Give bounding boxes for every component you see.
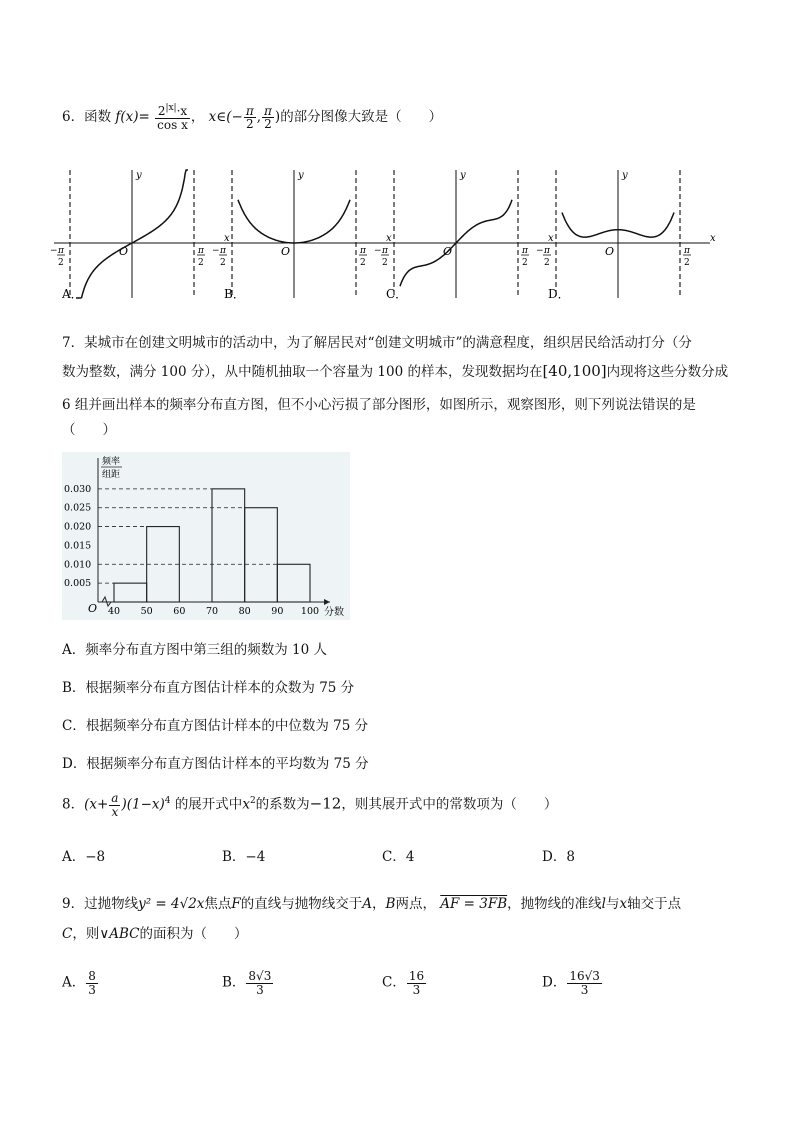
q6-num-base: 2	[157, 104, 166, 118]
q8-expr-a: (x+	[84, 796, 109, 813]
q8-option-b: B．−4	[222, 849, 266, 865]
q8-frac-d: x	[111, 804, 119, 819]
q8-frac	[109, 792, 120, 818]
q9-x: x	[619, 896, 628, 912]
opt-num: 8	[88, 969, 96, 983]
origin-label: O	[281, 245, 291, 258]
histogram-bar	[212, 489, 245, 602]
origin-label: O	[119, 245, 129, 258]
x-axis-label: 分数	[324, 607, 344, 618]
tick-two: 2	[58, 258, 64, 268]
y-axis-label: y	[622, 170, 628, 181]
q6-question: 的部分图像大致是（ ）	[280, 109, 443, 126]
q9-vector-eq: AF = 3FB	[440, 896, 508, 912]
q9-option-d	[542, 970, 702, 996]
tick-neg-sign: −	[212, 246, 220, 256]
q6-number: 6．	[62, 109, 85, 126]
q9-equation: y² = 4√2x	[138, 896, 205, 912]
graph-even-U	[212, 170, 392, 301]
q7-option-a: A．频率分布直方图中第三组的频数为 10 人	[62, 642, 328, 658]
pi: π	[264, 103, 272, 118]
y-label-bottom: 组距	[102, 470, 121, 480]
q7-option-b: B．根据频率分布直方图估计样本的众数为 75 分	[62, 680, 355, 696]
q6-domain-rhs: )	[274, 109, 281, 126]
q8-x2-exp: 2	[249, 796, 256, 807]
opt-num: 16√3	[569, 969, 600, 983]
q9-option-a	[62, 970, 222, 996]
tick-pi: π	[58, 246, 64, 256]
two: 2	[245, 117, 254, 132]
x-tick-label: 50	[140, 606, 153, 617]
two: 2	[264, 117, 272, 132]
q6-graphs	[50, 168, 716, 303]
pi: π	[245, 103, 254, 118]
q7-line4: （ ）	[62, 422, 116, 438]
q9-text-e: ，抛物线的准线	[507, 896, 602, 912]
graph-letter: B．	[224, 287, 245, 301]
q8-value: −12	[309, 794, 342, 813]
opt-letter: D．	[542, 974, 567, 991]
q6-num-tail: ·x	[176, 104, 188, 118]
q8-expr-exp: 4	[164, 796, 171, 807]
q9-l: l	[601, 896, 606, 912]
q8-stem	[62, 792, 557, 818]
tick-pi: π	[198, 246, 204, 256]
q6-graphs-svg	[50, 168, 716, 303]
y-tick-label: 0.025	[64, 502, 92, 514]
x-tick-label: 70	[205, 606, 219, 617]
tick-pi: π	[522, 246, 528, 256]
q9-F: F	[231, 896, 241, 912]
q8-option-c: C．4	[382, 849, 415, 865]
q6-lead: 函数	[84, 109, 112, 126]
tick-pi: π	[220, 246, 226, 256]
opt-letter: C．	[382, 974, 406, 991]
q8-options	[62, 845, 702, 865]
tick-two: 2	[544, 258, 550, 268]
q7-line3: 6 组并画出样本的频率分布直方图，但不小心污损了部分图形，如图所示，观察图形，则下列说法错误的是	[62, 397, 696, 413]
x-axis-label: x	[224, 233, 230, 244]
tick-pi: π	[360, 246, 366, 256]
q9-B: B	[385, 896, 396, 912]
q6-comma: ，	[190, 109, 205, 126]
opt-den: 3	[256, 982, 264, 997]
q6-domain-mid: ,	[256, 109, 262, 126]
histogram-bar	[277, 564, 310, 602]
q8-expr-b: )(1−x)	[121, 796, 165, 813]
q9-text-f: 与	[605, 896, 620, 912]
y-axis-label: y	[298, 170, 304, 181]
q9-text-c: 的直线与抛物线交于	[240, 896, 363, 912]
y-label-top: 频率	[102, 457, 121, 467]
graph-even-W	[536, 170, 716, 301]
graph-odd-wavy	[374, 170, 554, 301]
q9-option-c	[382, 970, 542, 996]
opt-num: 16	[408, 969, 425, 983]
tick-neg-sign: −	[374, 246, 382, 256]
histogram-bar	[245, 508, 278, 602]
q8-text-a: 的展开式中	[174, 796, 243, 813]
graph-letter: C．	[386, 287, 408, 301]
opt-den: 3	[412, 982, 421, 997]
tick-two: 2	[220, 258, 226, 268]
tick-neg-sign: −	[536, 246, 544, 256]
q6-func-lhs: f(x)=	[115, 109, 150, 126]
q8-text-c: ，则其展开式中的常数项为（ ）	[341, 796, 558, 813]
q9-line2-a: ，则	[72, 926, 100, 942]
q9-number: 9．	[62, 896, 85, 912]
tick-two: 2	[382, 258, 388, 268]
opt-den: 3	[88, 982, 96, 997]
origin-label: O	[443, 245, 453, 258]
q9-text-d: 两点，	[395, 896, 436, 912]
y-tick-label: 0.010	[64, 559, 92, 571]
histogram-bar	[114, 583, 147, 602]
tick-two: 2	[198, 258, 204, 268]
q6-domain-frac1	[244, 105, 256, 131]
q6-domain-lhs: x∈(−	[208, 109, 243, 126]
x-tick-label: 40	[107, 606, 121, 617]
tick-two: 2	[522, 258, 528, 268]
q8-text-b: 的系数为	[255, 796, 310, 813]
tick-two: 2	[360, 258, 366, 268]
q7-option-c: C．根据频率分布直方图估计样本的中位数为 75 分	[62, 718, 369, 734]
y-axis-label: y	[136, 170, 142, 181]
q7-line1: 7．某城市在创建文明城市的活动中，为了解居民对“创建文明城市”的满意程度，组织居民给活动打分（分	[62, 335, 692, 351]
q8-frac-n: a	[111, 791, 119, 805]
q9-sep: ，	[372, 896, 386, 912]
tick-neg-sign: −	[50, 246, 58, 256]
q9-text-g: 轴交于点	[627, 896, 682, 912]
q9-line2	[62, 922, 247, 942]
q6-denominator: cos x	[157, 117, 188, 132]
tick-pi: π	[382, 246, 388, 256]
origin-label: O	[605, 245, 615, 258]
q7-line2	[62, 360, 728, 380]
y-axis-label: y	[460, 170, 466, 181]
opt-letter: B．	[222, 974, 246, 991]
q9-A: A	[362, 896, 373, 912]
x-tick-label: 90	[271, 606, 284, 617]
graph-letter: A．	[62, 287, 83, 301]
q7-histogram	[62, 452, 350, 620]
q8-option-d: D．8	[542, 849, 575, 865]
q8-number: 8．	[62, 796, 85, 813]
tick-pi: π	[544, 246, 550, 256]
q9-text-b: 焦点	[204, 896, 232, 912]
opt-den: 3	[580, 982, 589, 997]
q9-C: C	[62, 926, 73, 942]
tick-pi: π	[684, 246, 690, 256]
q7-line2-b: 内现将这些分数分成	[606, 364, 729, 380]
x-tick-label: 100	[300, 606, 320, 617]
graph-odd-monotone	[50, 170, 230, 301]
q6-domain-frac2	[262, 105, 274, 131]
q9-option-b	[222, 970, 382, 996]
q6-fraction	[155, 104, 190, 131]
x-axis-label: x	[710, 233, 716, 244]
x-axis-label: x	[548, 233, 554, 244]
y-tick-label: 0.015	[64, 540, 92, 552]
y-tick-label: 0.020	[64, 521, 92, 533]
q7-option-d: D．根据频率分布直方图估计样本的平均数为 75 分	[62, 756, 369, 772]
opt-num: 8√3	[248, 969, 272, 983]
x-axis-arrow	[324, 599, 330, 605]
q8-x2: x	[242, 796, 250, 813]
q8-option-a: A．−8	[62, 849, 106, 865]
y-tick-label: 0.005	[64, 578, 92, 590]
q9-text-a: 过抛物线	[84, 896, 139, 912]
q9-line1	[62, 892, 681, 912]
opt-letter: A．	[62, 974, 86, 991]
x-tick-label: 60	[173, 606, 186, 617]
q6-stem	[62, 104, 442, 131]
q7-interval: [40,100]	[542, 362, 607, 380]
q9-triangle: ∨ABC	[99, 926, 140, 942]
q6-num-exp: |x|	[165, 103, 177, 113]
tick-two: 2	[684, 258, 690, 268]
graph-letter: D．	[548, 287, 570, 301]
origin-label: O	[88, 602, 98, 615]
x-tick-label: 80	[238, 606, 251, 617]
q9-options	[62, 970, 702, 996]
histogram-svg	[62, 452, 350, 620]
q9-line2-b: 的面积为（ ）	[139, 926, 248, 942]
q7-line2-a: 数为整数，满分 100 分），从中随机抽取一个容量为 100 的样本，发现数据均在	[62, 364, 543, 380]
y-tick-label: 0.030	[64, 483, 92, 495]
x-axis-label: x	[386, 233, 392, 244]
